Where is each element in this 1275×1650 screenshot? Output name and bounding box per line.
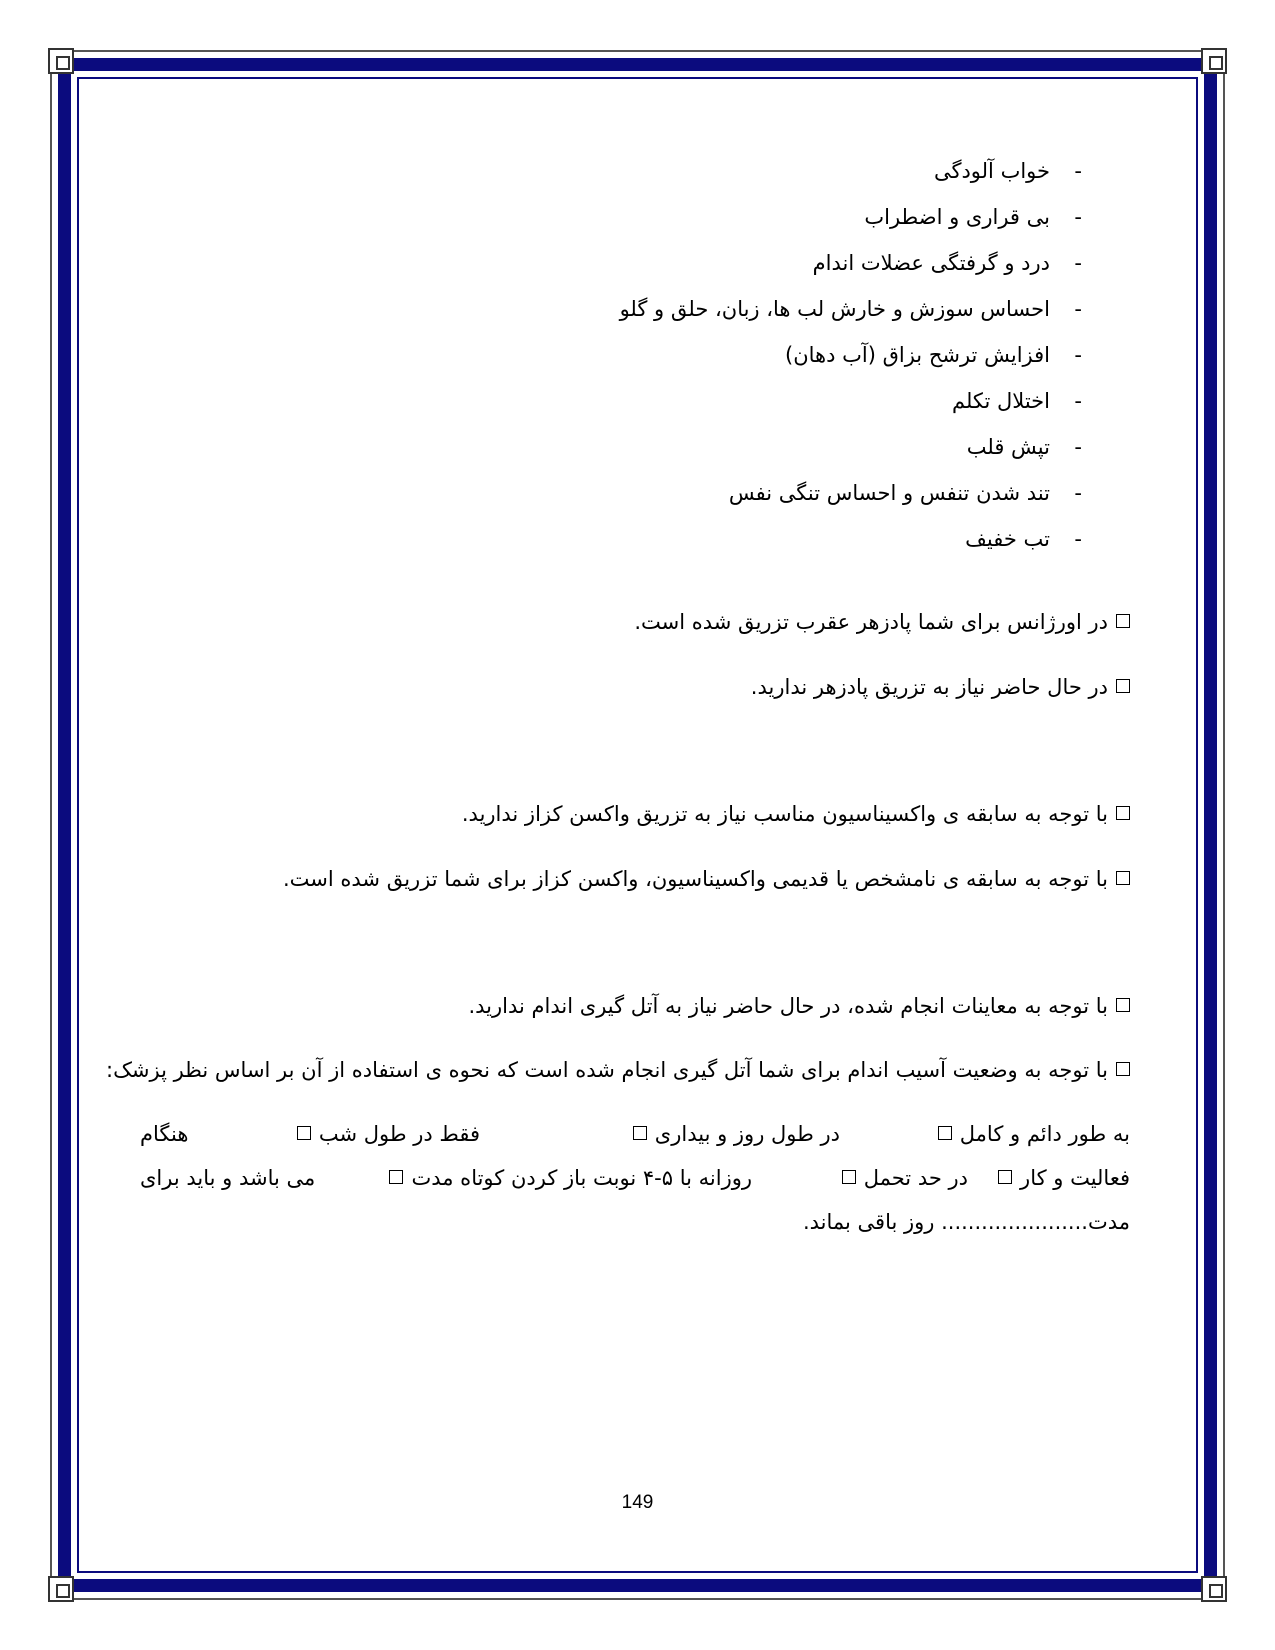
checkbox[interactable] bbox=[938, 1126, 952, 1140]
list-item: - تپش قلب bbox=[966, 435, 1082, 459]
checkbox[interactable] bbox=[1116, 679, 1130, 693]
checkbox[interactable] bbox=[842, 1170, 856, 1184]
splint-option-night: فقط در طول شب bbox=[297, 1122, 480, 1146]
corner-ornament-bottom-right bbox=[1201, 1576, 1227, 1602]
splint-option-during: هنگام bbox=[140, 1122, 189, 1146]
splint-option-tolerance: در حد تحمل bbox=[842, 1166, 968, 1190]
checkbox[interactable] bbox=[1116, 998, 1130, 1012]
list-item: - احساس سوزش و خارش لب ها، زبان، حلق و گلو bbox=[619, 297, 1082, 321]
splint-option-activity: فعالیت و کار bbox=[998, 1166, 1130, 1190]
list-item: - درد و گرفتگی عضلات اندام bbox=[812, 251, 1082, 275]
splint-not-needed-option: با توجه به معاینات انجام شده، در حال حاضر نیاز به آتل گیری اندام ندارید. bbox=[468, 994, 1130, 1018]
checkbox[interactable] bbox=[633, 1126, 647, 1140]
splint-applied-option: با توجه به وضعیت آسیب اندام برای شما آتل گیری انجام شده است که نحوه ی استفاده از آن بر اساس نظر پزشک: bbox=[106, 1058, 1130, 1082]
splint-usage-row-1 bbox=[140, 1122, 1130, 1162]
splint-option-duration-lead: می باشد و باید برای bbox=[140, 1166, 316, 1190]
checkbox[interactable] bbox=[998, 1170, 1012, 1184]
symptom-list bbox=[620, 148, 1130, 562]
splint-duration-line: مدت...................... روز باقی بماند. bbox=[802, 1210, 1130, 1234]
tetanus-given-option: با توجه به سابقه ی نامشخص یا قدیمی واکسیناسیون، واکسن کزاز برای شما تزریق شده است. bbox=[283, 867, 1130, 891]
list-item: - تند شدن تنفس و احساس تنگی نفس bbox=[728, 481, 1082, 505]
corner-ornament-top-right bbox=[1201, 48, 1227, 74]
checkbox[interactable] bbox=[1116, 806, 1130, 820]
splint-option-daily-breaks: روزانه با ۵-۴ نوبت باز کردن کوتاه مدت bbox=[389, 1166, 752, 1190]
page-number: 149 bbox=[621, 1492, 654, 1513]
splint-option-permanent: به طور دائم و کامل bbox=[938, 1122, 1130, 1146]
checkbox[interactable] bbox=[1116, 1062, 1130, 1076]
splint-option-daytime: در طول روز و بیداری bbox=[633, 1122, 840, 1146]
checkbox[interactable] bbox=[1116, 871, 1130, 885]
page-content bbox=[106, 140, 1130, 1520]
antivenom-not-needed-option: در حال حاضر نیاز به تزریق پادزهر ندارید. bbox=[751, 675, 1130, 699]
antivenom-given-option: در اورژانس برای شما پادزهر عقرب تزریق شده است. bbox=[634, 610, 1130, 634]
list-item: - افزایش ترشح بزاق (آب دهان) bbox=[785, 343, 1082, 367]
corner-ornament-bottom-left bbox=[48, 1576, 74, 1602]
list-item: - خواب آلودگی bbox=[933, 159, 1082, 183]
checkbox[interactable] bbox=[389, 1170, 403, 1184]
corner-ornament-top-left bbox=[48, 48, 74, 74]
tetanus-not-needed-option: با توجه به سابقه ی واکسیناسیون مناسب نیاز به تزریق واکسن کزاز ندارید. bbox=[462, 802, 1130, 826]
checkbox[interactable] bbox=[297, 1126, 311, 1140]
list-item: - اختلال تکلم bbox=[952, 389, 1082, 413]
list-item: - بی قراری و اضطراب bbox=[864, 205, 1082, 229]
list-item: - تب خفیف bbox=[965, 527, 1082, 551]
checkbox[interactable] bbox=[1116, 614, 1130, 628]
splint-usage-row-2 bbox=[140, 1166, 1130, 1206]
